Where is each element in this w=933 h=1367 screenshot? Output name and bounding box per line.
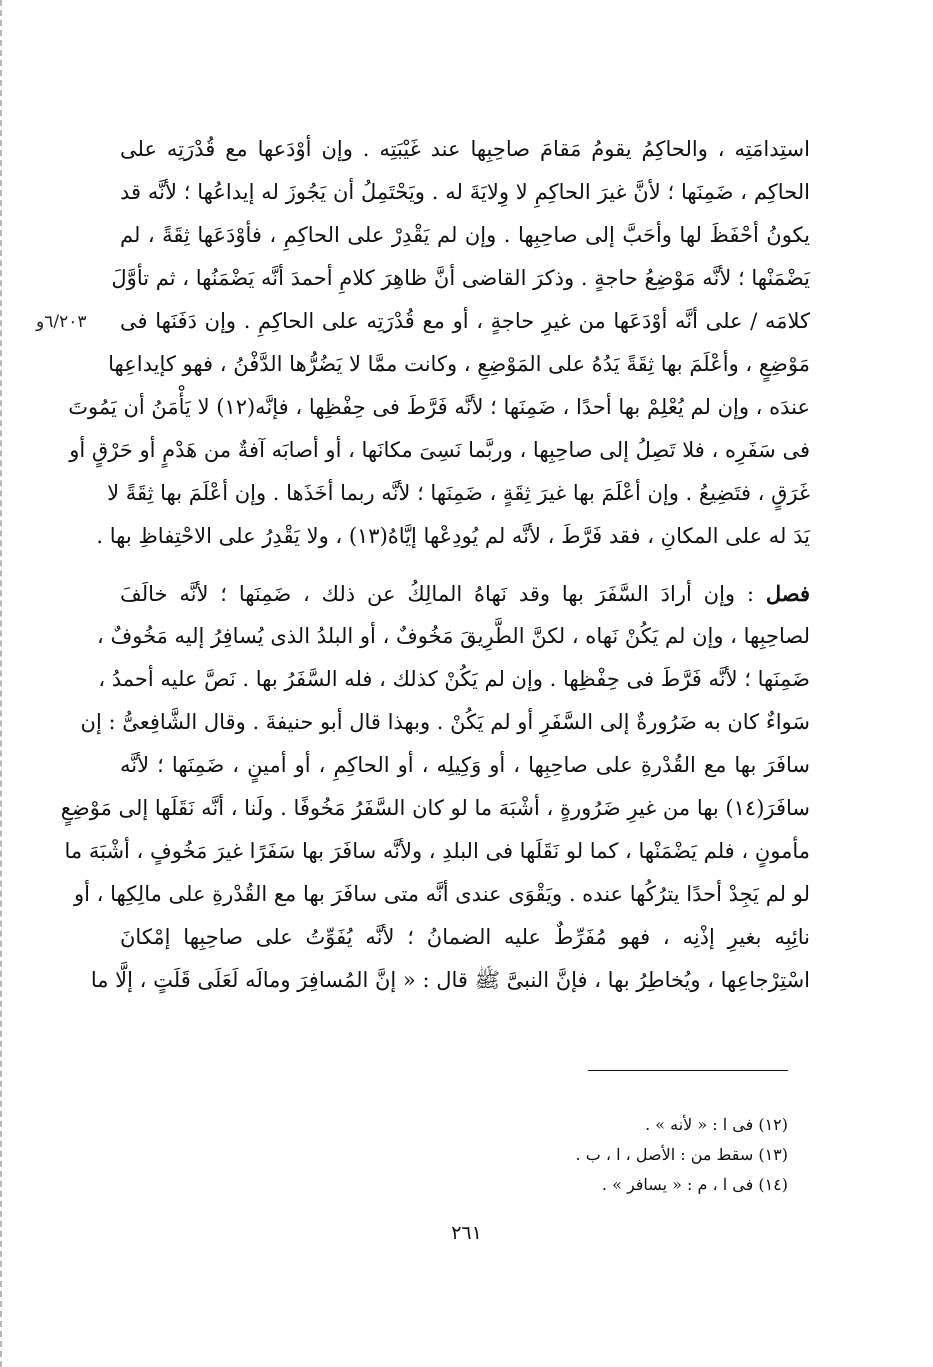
text-line: استِدامَتِه ، والحاكِمُ يقومُ مَقامَ صاحِبِها عند غَيْبَتِه . وإن أوْدَعها مع قُدْرَتِه على (120, 137, 810, 161)
section-heading-fasl: فصل (765, 581, 810, 606)
footnotes (400, 1110, 788, 1200)
scan-edge-marks (0, 0, 10, 1367)
text-line: مأمونٍ ، فلم يَضْمَنْها ، كما لو نَقَلَها فى البلدِ ، ولأنَّه سافَرَ بها سَفَرًا غيرَ مَخُوفٍ ، أشْبَهَ ما (64, 839, 810, 863)
text-line: غَرَقٍ ، فتَضِيعُ . وإن أعْلَمَ بها غيرَ ثِقَةٍ ، ضَمِنَها ؛ لأنَّه ربما أخَذَها . وإن أعْلَمَ بها ثِقَةً لا (107, 481, 810, 505)
text-line: سافَرَ بها مع القُدْرةِ على صاحِبِها ، أو وَكِيلِه ، أو الحاكِمِ ، أو أمينٍ ، ضَمِنَها ؛ لأنَّه (120, 753, 810, 777)
paragraph-2-first-line-text: : وإن أرادَ السَّفَرَ بها وقد نَهاهُ المالِكُ عن ذلك ، ضَمِنَها ؛ لأنَّه خالَفَ (120, 582, 766, 606)
text-line: يَدَ له على المكانِ ، فقد فَرَّطَ ، لأنَّه لم يُودِعْها إيَّاهُ(١٣) ، ولا يَقْدِرُ على الاحْتِفاظِ بها . (96, 524, 810, 548)
text-line: عندَه ، وإن لم يُعْلِمْ بها أحدًا ، ضَمِنَها ؛ لأنَّه فَرَّطَ فى حِفْظِها ، فإنَّه(١٢) لا يَأْمَنُ أن يَمُوتَ (68, 395, 810, 419)
text-line: كلامَه / على أنَّه أوْدَعَها من غيرِ حاجةٍ ، أو مع قُدْرَتِه على الحاكِمِ . وإن دَفَنَها فى (120, 309, 810, 333)
text-line: الحاكِم ، ضَمِنَها ؛ لأنَّ غيرَ الحاكِمِ لا وِلايَةَ له . ويَحْتَمِلُ أن يَجُوزَ له إيداعُها ؛ لأنَّه قد (120, 180, 810, 204)
paragraph-gap (120, 558, 810, 572)
text-line: سافَرَ(١٤) بها من غيرِ ضَرُورةٍ ، أشْبَهَ ما لو كان السَّفَرُ مَخُوفًا . ولَنا ، أنَّه نَقَلَها إلى مَوْضِعٍ (60, 796, 810, 820)
paragraph-2-first-line (120, 572, 810, 615)
text-line: يَضْمَنْها ؛ لأنَّه مَوْضِعُ حاجةٍ . وذكرَ القاضى أنَّ ظاهِرَ كلامِ أحمدَ أنَّه يَضْمَنُها ، ثم تأوَّلَ (111, 266, 810, 290)
text-line: فى سَفَرِه ، فلا تَصِلُ إلى صاحِبِها ، وربَّما نَسِىَ مكانَها ، أو أصابَه آفةٌ من هَدْمٍ أو حَرْقٍ أو (69, 438, 810, 462)
footnote-item: (١٢) فى ا : « لأنه » . (645, 1115, 788, 1134)
page-number: ٢٦١ (451, 1222, 482, 1244)
text-line: لو لم يَجِدْ أحدًا يترُكُها عنده . ويَقْوَى عندى أنَّه متى سافَرَ بها مع القُدْرةِ على مالِكِها ، أو (74, 882, 810, 906)
text-line: نائِبِه بغيرِ إذْنِه ، فهو مُفَرِّطٌ عليه الضمانُ ؛ لأنَّه يُفَوِّتُ على صاحِبِها إمْكانَ (120, 925, 811, 949)
text-line: اسْتِرْجاعِها ، ويُخاطِرُ بها ، فإنَّ النبىَّ ﷺ قال : « إنَّ المُسافِرَ ومالَه لَعَلَى قَلَتٍ ، إلَّا ما (90, 968, 810, 992)
margin-folio-reference: ٦/٢٠٣و (36, 312, 87, 332)
text-line: يكونُ أحْفَظَ لها وأحَبَّ إلى صاحِبِها . وإن لم يَقْدِرْ على الحاكِمِ ، فأوْدَعَها ثِقَةً ، لم (120, 223, 810, 247)
text-line: سَواءٌ كان به ضَرُورةٌ إلى السَّفَرِ أو لم يَكُنْ . وبهذا قال أبو حنيفةَ . وقال الشَّافِعىُّ : إن (80, 710, 810, 734)
paragraph-2 (60, 572, 811, 1002)
footnote-item: (١٣) سقط من : الأصل ، ا ، ب . (575, 1145, 788, 1164)
footnote-separator (588, 1070, 788, 1071)
text-line: مَوْضِعٍ ، وأعْلَمَ بها ثِقَةً يَدُهُ على المَوْضِعِ ، وكانت ممَّا لا يَضُرُّها الدَّفْنُ ، فهو كإيداعِها (108, 352, 810, 376)
text-line: ضَمِنَها ؛ لأنَّه فَرَّطَ فى حِفْظِها . وإن لم يَكُنْ كذلك ، فله السَّفَرُ بها . نَصَّ عليه أحمدُ ، (98, 667, 810, 691)
paragraph-1 (68, 128, 810, 558)
text-line: لصاحِبِها ، وإن لم يَكُنْ نَهاه ، لكنَّ الطَّرِيقَ مَخُوفٌ ، أو البلدُ الذى يُسافِرُ إليه مَخُوفٌ ، (97, 624, 810, 648)
footnote-item: (١٤) فى ا ، م : « يسافر » . (601, 1175, 788, 1194)
